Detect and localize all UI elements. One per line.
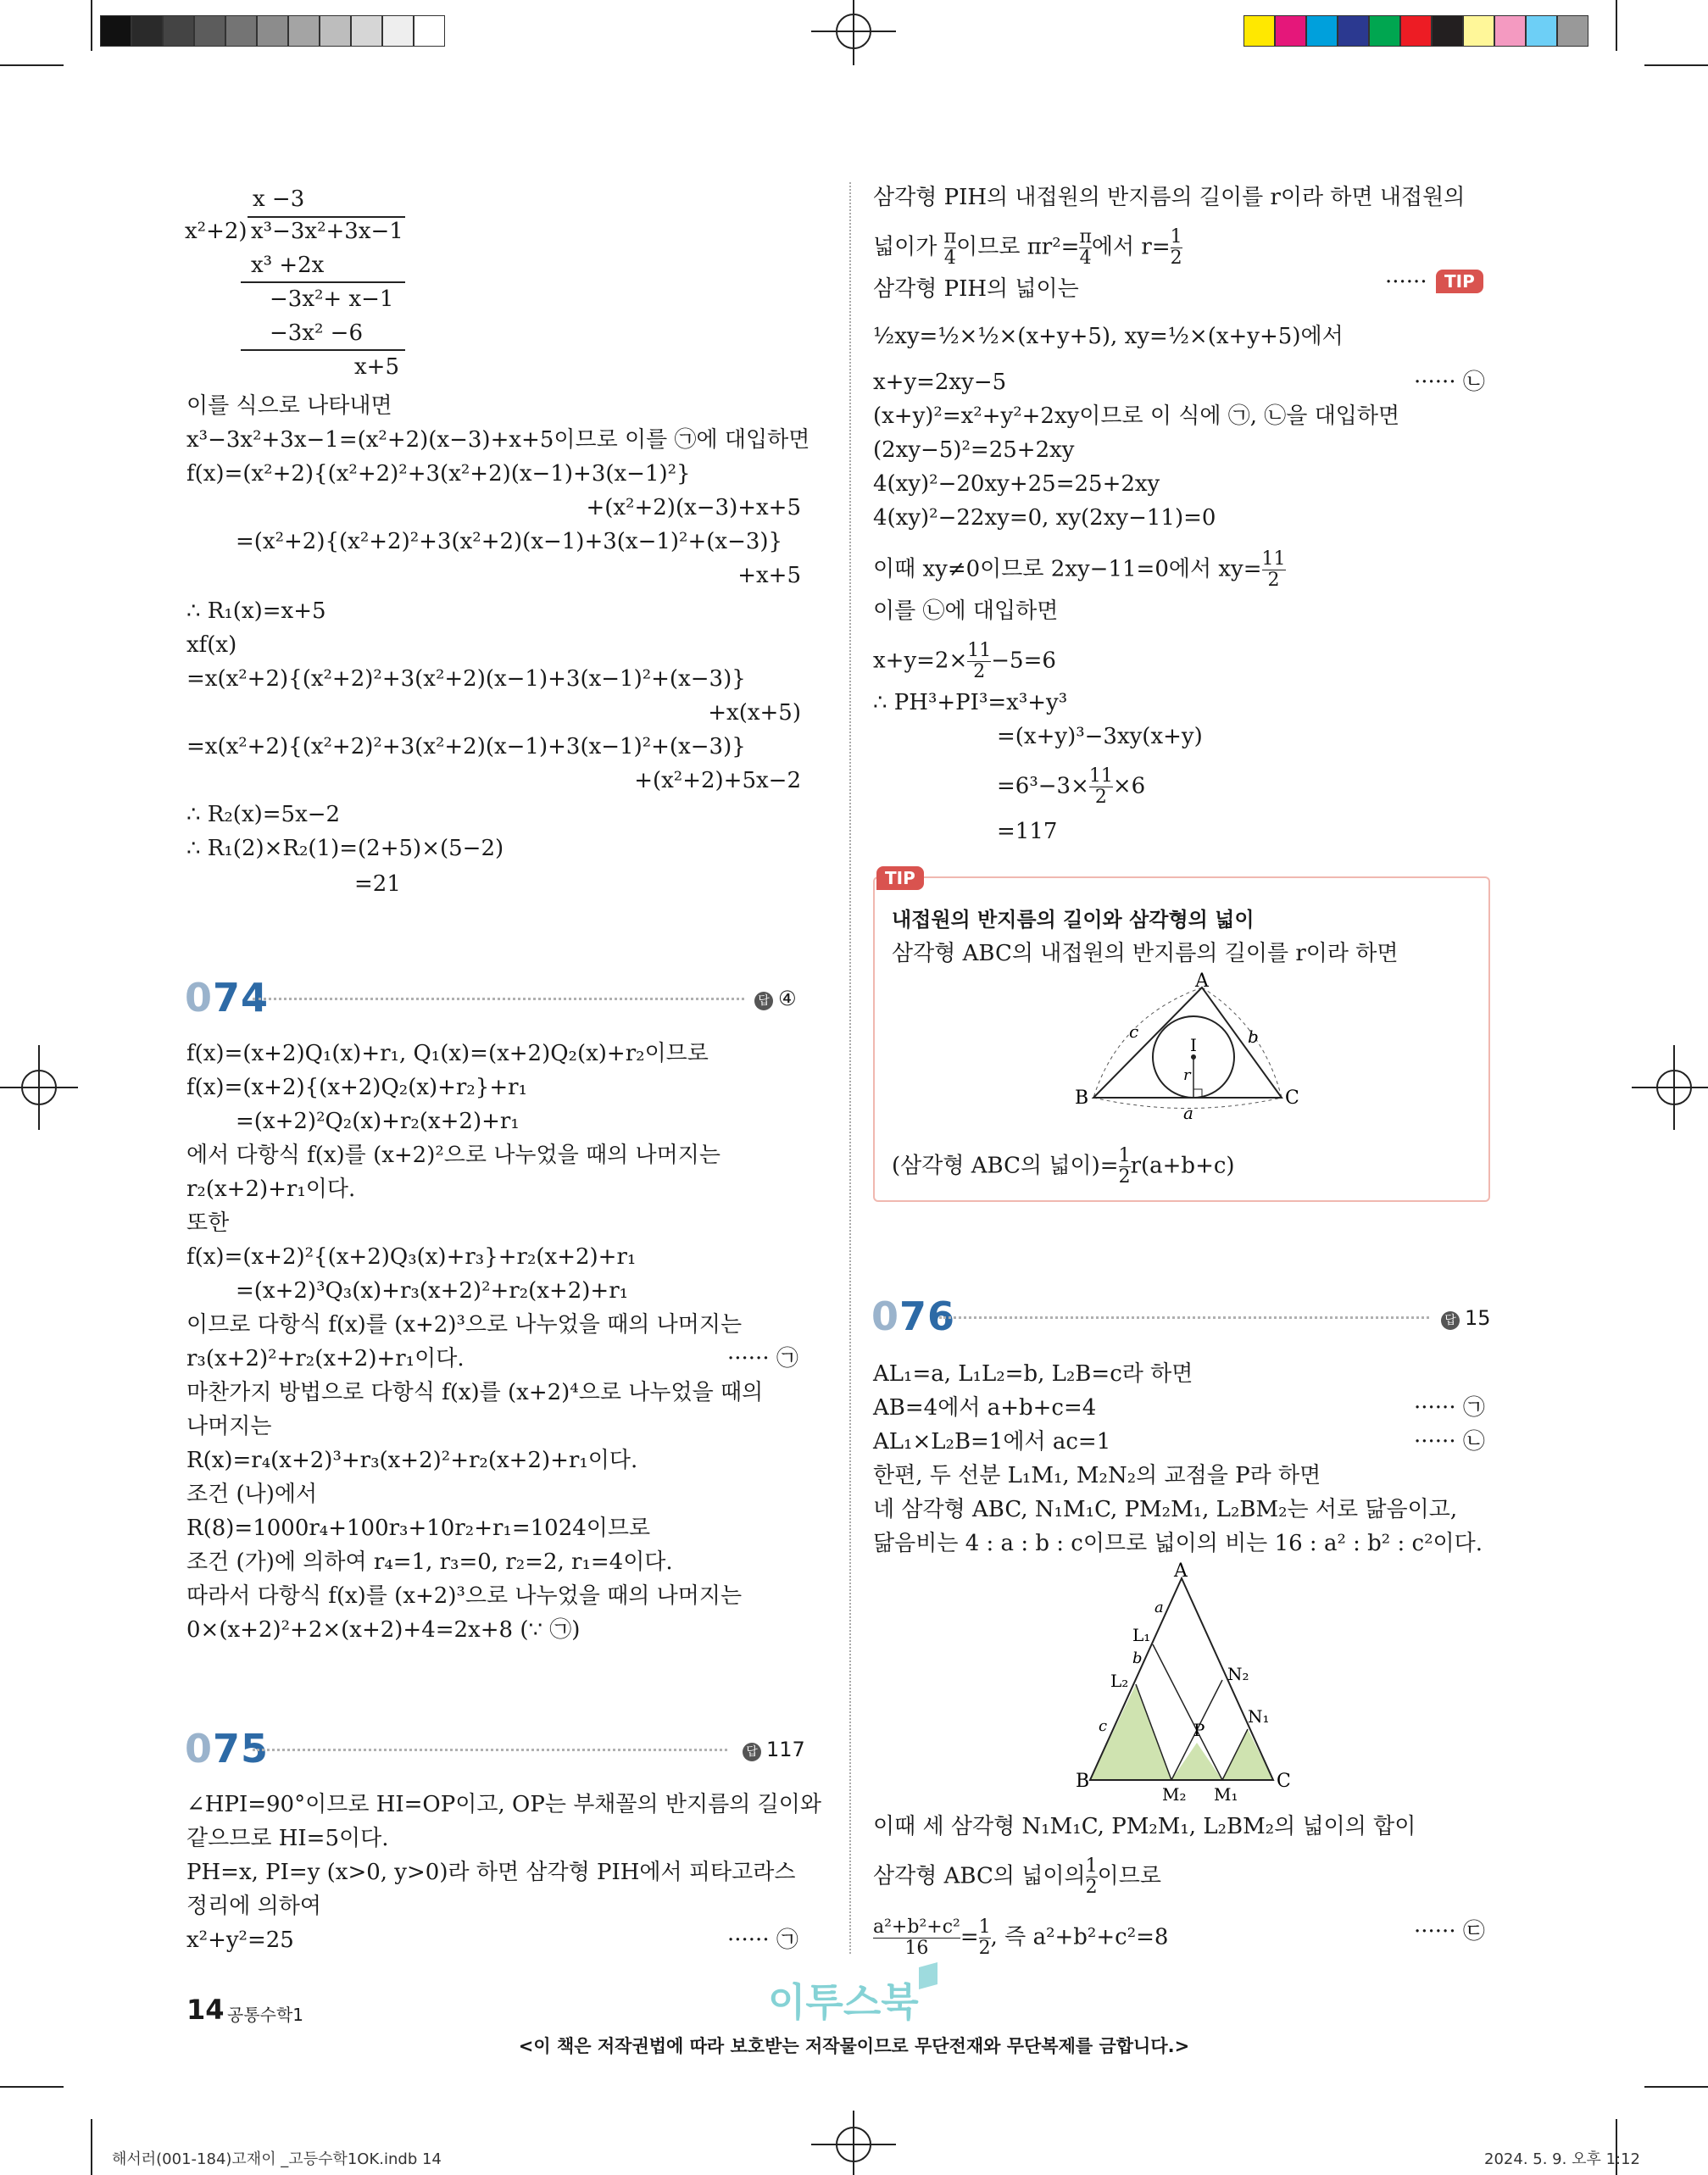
text-line: 삼각형 PIH의 넓이는 — [873, 276, 1079, 302]
text-line: 나머지는 — [186, 1414, 272, 1439]
ref-mark: ······ ㉠ — [1414, 1395, 1485, 1421]
division-quotient: x −3 — [253, 186, 305, 212]
tip-title: 내접원의 반지름의 길이와 삼각형의 넓이 — [892, 908, 1255, 932]
text-line: 한편, 두 선분 L₁M₁, M₂N₂의 교점을 P라 하면 — [873, 1463, 1321, 1488]
text-line: +x(x+5) — [708, 700, 801, 726]
tip-description: 삼각형 ABC의 내접원의 반지름의 길이를 r이라 하면 — [892, 941, 1399, 966]
text-line: =(x²+2){(x²+2)²+3(x²+2)(x−1)+3(x−1)²+(x−3)} — [236, 529, 783, 554]
text-line: 에서 다항식 f(x)를 (x+2)²으로 나누었을 때의 나머지는 — [186, 1143, 720, 1168]
text-line: 마찬가지 방법으로 다항식 f(x)를 (x+2)⁴으로 나누었을 때의 — [186, 1380, 764, 1405]
text-line: 같으므로 HI=5이다. — [186, 1826, 389, 1851]
text-line: 네 삼각형 ABC, N₁M₁C, PM₂M₁, L₂BM₂는 서로 닮음이고, — [873, 1497, 1458, 1522]
incircle-figure — [1068, 971, 1314, 1123]
label-b: b — [1248, 1026, 1259, 1047]
division-row: −3x² −6 — [270, 320, 364, 346]
text-line: ∴ R₂(x)=5x−2 — [186, 802, 341, 827]
text-line: f(x)=(x+2)Q₁(x)+r₁, Q₁(x)=(x+2)Q₂(x)+r₂이므로 — [186, 1041, 709, 1066]
text-line: 4(xy)²−22xy=0, xy(2xy−11)=0 — [873, 505, 1216, 531]
text-line: =(x+y)³−3xy(x+y) — [997, 724, 1203, 749]
label-N1: N₁ — [1248, 1706, 1270, 1727]
text-line: AL₁×L₂B=1에서 ac=1 — [873, 1429, 1111, 1455]
text-line: 정리에 의하여 — [186, 1894, 321, 1919]
text-line: ∴ R₁(2)×R₂(1)=(2+5)×(5−2) — [186, 836, 504, 861]
label-r: r — [1183, 1066, 1191, 1084]
text-line: 4(xy)²−20xy+25=25+2xy — [873, 471, 1160, 497]
text-line: x³−3x²+3x−1=(x²+2)(x−3)+x+5이므로 이를 ㉠에 대입하면 — [186, 427, 810, 453]
text-line: f(x)=(x+2)²{(x+2)Q₃(x)+r₃}+r₂(x+2)+r₁ — [186, 1244, 637, 1270]
label-a: a — [1154, 1599, 1164, 1616]
text-line: ∠HPI=90°이므로 HI=OP이고, OP는 부채꼴의 반지름의 길이와 — [186, 1792, 822, 1817]
file-name: 해서러(001-184)고재이 _고등수학1OK.indb 14 — [112, 2150, 442, 2168]
label-N2: N₂ — [1227, 1664, 1249, 1684]
text-line: R(8)=1000r₄+100r₃+10r₂+r₁=1024이므로 — [186, 1516, 651, 1541]
text-line: 이때 세 삼각형 N₁M₁C, PM₂M₁, L₂BM₂의 넓이의 합이 — [873, 1814, 1416, 1839]
label-A: A — [1174, 1560, 1188, 1582]
text-line: +(x²+2)(x−3)+x+5 — [586, 495, 801, 520]
text-line: $\frac{\text{a²+b²+c²}}{16}$ = $\frac{1}{2}$ , 즉 a²+b²+c²=8 — [873, 1916, 1169, 1959]
text-line: 따라서 다항식 f(x)를 (x+2)³으로 나누었을 때의 나머지는 — [186, 1583, 743, 1609]
label-P: P — [1193, 1720, 1205, 1740]
triangle-PM2M1-fill — [1171, 1743, 1222, 1780]
label-I: I — [1190, 1035, 1197, 1055]
text-line: AB=4에서 a+b+c=4 — [873, 1395, 1097, 1421]
dotted-leader — [253, 1749, 727, 1751]
text-line: (x+y)²=x²+y²+2xy이므로 이 식에 ㉠, ㉡을 대입하면 — [873, 403, 1400, 429]
text-line: 넓이가 $\frac{\pi}{4}$ 이므로 πr²= $\frac{\pi}{4}$ 에서 r= $\frac{1}{2}$ — [873, 226, 1182, 269]
text-line: ∴ PH³+PI³=x³+y³ — [873, 690, 1068, 715]
column-divider — [849, 182, 851, 1954]
publisher-watermark: 이투스북 — [768, 1979, 919, 2025]
ref-mark: ······ ㉡ — [1414, 1429, 1485, 1455]
division-rule — [241, 281, 405, 283]
label-M1: M₁ — [1214, 1784, 1238, 1805]
text-line: ½xy=½×½×(x+y+5), xy=½×(x+y+5)에서 — [873, 324, 1344, 349]
division-rule — [241, 349, 405, 351]
division-divisor: x²+2) — [185, 219, 248, 244]
text-line: AL₁=a, L₁L₂=b, L₂B=c라 하면 — [873, 1361, 1193, 1387]
text-line: 조건 (가)에 의하여 r₄=1, r₃=0, r₂=2, r₁=4이다. — [186, 1549, 673, 1575]
text-line: 삼각형 ABC의 넓이의 $\frac{1}{2}$ 이므로 — [873, 1855, 1161, 1898]
ref-mark: ······ ㉠ — [727, 1927, 798, 1953]
text-line: r₃(x+2)²+r₂(x+2)+r₁이다. — [186, 1346, 465, 1371]
answer-badge: 답 15 — [1441, 1306, 1491, 1330]
division-row: x³ +2x — [251, 253, 325, 278]
division-row: −3x²+ x−1 — [270, 286, 394, 312]
label-c: c — [1129, 1021, 1139, 1042]
text-line: 닮음비는 4 : a : b : c이므로 넓이의 비는 16 : a² : b² : c²이다. — [873, 1531, 1483, 1556]
label-B: B — [1075, 1088, 1089, 1109]
copyright-notice: <이 책은 저작권법에 따라 보호받는 저작물이므로 무단전재와 무단복제를 금합니다.> — [518, 2036, 1190, 2056]
answer-badge: 답 ④ — [754, 987, 797, 1010]
label-M2: M₂ — [1162, 1784, 1187, 1805]
ref-mark: ······ ㉡ — [1414, 370, 1485, 395]
problem-number: 076 — [871, 1293, 956, 1339]
label-B: B — [1076, 1771, 1090, 1792]
text-line: r₂(x+2)+r₁이다. — [186, 1177, 356, 1202]
label-a: a — [1183, 1103, 1193, 1123]
text-line: 삼각형 PIH의 내접원의 반지름의 길이를 r이라 하면 내접원의 — [873, 185, 1466, 210]
ref-mark: ······ — [1385, 270, 1427, 295]
text-line: =(x+2)³Q₃(x)+r₃(x+2)²+r₂(x+2)+r₁ — [236, 1278, 629, 1304]
label-A: A — [1195, 971, 1209, 992]
ref-mark: ······ ㉢ — [1414, 1919, 1485, 1944]
division-remainder: x+5 — [354, 354, 399, 380]
text-line: 이를 식으로 나타내면 — [186, 393, 392, 419]
book-title: 공통수학1 — [227, 2005, 304, 2025]
text-line: =117 — [997, 819, 1058, 844]
label-C: C — [1277, 1771, 1291, 1792]
dotted-leader — [939, 1316, 1429, 1319]
text-line: =x(x²+2){(x²+2)²+3(x²+2)(x−1)+3(x−1)²+(x−3)} — [186, 734, 746, 759]
text-line: 이므로 다항식 f(x)를 (x+2)³으로 나누었을 때의 나머지는 — [186, 1312, 743, 1338]
dotted-leader — [253, 998, 744, 1000]
text-line: 또한 — [186, 1210, 230, 1236]
text-line: =21 — [354, 871, 401, 897]
text-line: f(x)=(x²+2){(x²+2)²+3(x²+2)(x−1)+3(x−1)²} — [186, 461, 691, 487]
text-line: x²+y²=25 — [186, 1927, 294, 1953]
text-line: x+y=2xy−5 — [873, 370, 1007, 395]
division-dividend: x³−3x²+3x−1 — [251, 219, 403, 244]
triangle-N1M1C-fill — [1222, 1729, 1273, 1780]
tip-formula: (삼각형 ABC의 넓이)= $\frac{1}{2}$ r(a+b+c) — [892, 1145, 1235, 1188]
print-timestamp: 2024. 5. 9. 오후 1:12 — [1484, 2150, 1640, 2168]
text-line: xf(x) — [186, 632, 237, 658]
problem-number: 074 — [185, 975, 270, 1021]
text-line: 이를 ㉡에 대입하면 — [873, 598, 1059, 624]
text-line: 이때 xy≠0이므로 2xy−11=0에서 xy= $\frac{11}{2}$ — [873, 548, 1286, 591]
answer-badge: 답 117 — [743, 1738, 805, 1761]
label-b: b — [1132, 1649, 1143, 1667]
problem-number: 075 — [185, 1726, 270, 1772]
label-L2: L₂ — [1110, 1671, 1129, 1691]
text-line: x+y=2× $\frac{11}{2}$ −5=6 — [873, 640, 1056, 682]
page-number: 14 — [186, 1994, 225, 2026]
similar-triangles-figure — [1076, 1560, 1305, 1807]
text-line: 0×(x+2)²+2×(x+2)+4=2x+8 (∵ ㉠) — [186, 1617, 581, 1643]
tip-tag: TIP — [1436, 270, 1483, 293]
text-line: R(x)=r₄(x+2)³+r₃(x+2)²+r₂(x+2)+r₁이다. — [186, 1448, 638, 1473]
text-line: f(x)=(x+2){(x+2)Q₂(x)+r₂}+r₁ — [186, 1075, 527, 1100]
text-line: =(x+2)²Q₂(x)+r₂(x+2)+r₁ — [236, 1109, 520, 1134]
label-C: C — [1285, 1088, 1299, 1109]
text-line: +(x²+2)+5x−2 — [634, 768, 801, 793]
label-L1: L₁ — [1132, 1625, 1151, 1645]
text-line: +x+5 — [737, 563, 801, 588]
text-line: =x(x²+2){(x²+2)²+3(x²+2)(x−1)+3(x−1)²+(x−3)} — [186, 666, 746, 692]
label-c: c — [1099, 1717, 1108, 1735]
text-line: (2xy−5)²=25+2xy — [873, 437, 1075, 463]
text-line: 조건 (나)에서 — [186, 1482, 318, 1507]
ref-mark: ······ ㉠ — [727, 1346, 798, 1371]
text-line: PH=x, PI=y (x>0, y>0)라 하면 삼각형 PIH에서 피타고라스 — [186, 1860, 796, 1885]
tip-tag: TIP — [876, 866, 924, 890]
text-line: =6³−3× $\frac{11}{2}$ ×6 — [997, 765, 1146, 808]
text-line: ∴ R₁(x)=x+5 — [186, 598, 326, 624]
